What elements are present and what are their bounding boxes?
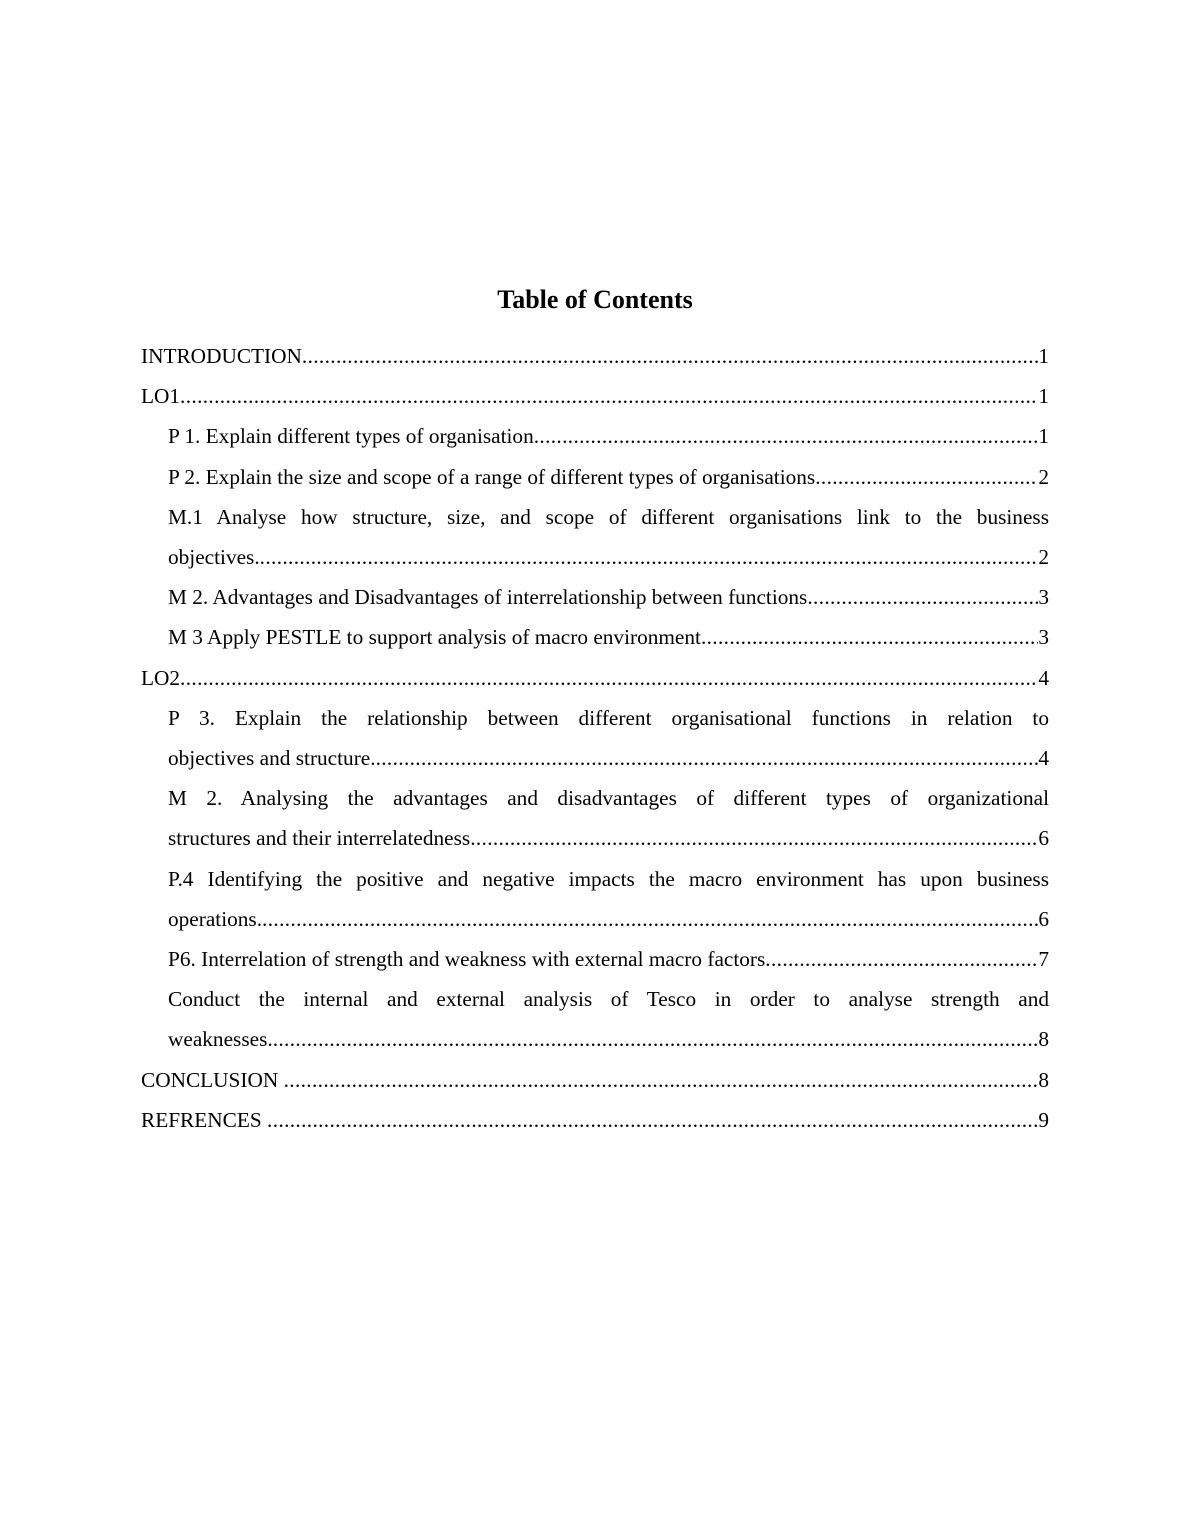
toc-entry-introduction[interactable] [141, 336, 1049, 376]
toc-entry-text: operations. [168, 906, 263, 931]
toc-entry-text: LO2 [141, 665, 181, 690]
toc-leader-dots [180, 658, 1038, 698]
toc-entry-p1[interactable] [141, 416, 1049, 456]
toc-entry-text: CONCLUSION [141, 1067, 284, 1092]
toc-leader-dots [273, 1019, 1039, 1059]
toc-page-number: 3 [1038, 585, 1049, 610]
toc-entry-lo1[interactable] [141, 376, 1049, 416]
toc-leader-dots [262, 899, 1038, 939]
toc-entry-first-line: P.4 Identifying the positive and negative impacts the macro environment has upon business [168, 866, 1049, 891]
toc-entry-text: P6. Interrelation of strength and weakness with external macro factors [168, 947, 766, 972]
table-of-contents [141, 336, 1049, 1140]
toc-entry-text: objectives and structure. [168, 746, 376, 771]
toc-entry-p2[interactable] [141, 457, 1049, 497]
toc-page-number: 6 [1038, 826, 1049, 851]
toc-entry-text: P 2. Explain the size and scope of a range of different types of organisations [168, 464, 816, 489]
toc-entry-first-line: P 3. Explain the relationship between different organisational functions in relation to [168, 705, 1049, 730]
toc-entry-m2-functions[interactable] [141, 577, 1049, 617]
toc-entry-references[interactable] [141, 1100, 1049, 1140]
toc-leader-dots [701, 617, 1038, 657]
toc-entry-text: LO1 [141, 384, 181, 409]
toc-page-number: 2 [1038, 464, 1049, 489]
toc-page-number: 9 [1038, 1107, 1049, 1132]
toc-entry-text: P 1. Explain different types of organisation [168, 424, 534, 449]
toc-entry-p4[interactable] [141, 859, 1049, 939]
toc-entry-tesco-analysis[interactable] [141, 979, 1049, 1059]
toc-entry-first-line: M.1 Analyse how structure, size, and scope of different organisations link to the business [168, 504, 1049, 529]
toc-page-number: 7 [1038, 947, 1049, 972]
toc-leader-dots [376, 738, 1039, 778]
toc-entry-last-line [168, 537, 1049, 577]
toc-leader-dots [815, 457, 1038, 497]
toc-entry-first-line: Conduct the internal and external analysis of Tesco in order to analyse strength and [168, 987, 1049, 1012]
toc-entry-p3[interactable] [141, 698, 1049, 778]
toc-page-number: 1 [1038, 344, 1049, 368]
toc-page-number: 8 [1038, 1027, 1049, 1052]
toc-entry-last-line [168, 818, 1049, 858]
toc-entry-m3[interactable] [141, 617, 1049, 657]
toc-leader-dots [807, 577, 1038, 617]
toc-leader-dots [267, 1100, 1038, 1140]
toc-entry-text: structures and their interrelatedness [168, 826, 471, 851]
toc-page-number: 4 [1038, 665, 1049, 690]
toc-entry-first-line: M 2. Analysing the advantages and disadvantages of different types of organizational [168, 786, 1049, 811]
toc-page-number: 4 [1038, 746, 1049, 771]
toc-entry-text: objectives. [168, 545, 260, 570]
toc-entry-text: INTRODUCTION [141, 344, 302, 368]
toc-page-number: 2 [1038, 545, 1049, 570]
toc-entry-last-line [168, 1019, 1049, 1059]
toc-page-number: 1 [1038, 384, 1049, 409]
toc-entry-m1[interactable] [141, 497, 1049, 577]
toc-entry-text: M 2. Advantages and Disadvantages of interrelationship between functions [168, 585, 808, 610]
toc-entry-text: REFRENCES [141, 1107, 268, 1132]
toc-page-number: 6 [1038, 906, 1049, 931]
toc-entry-lo2[interactable] [141, 658, 1049, 698]
toc-entry-m2-structures[interactable] [141, 778, 1049, 858]
toc-leader-dots [260, 537, 1039, 577]
toc-entry-conclusion[interactable] [141, 1060, 1049, 1100]
toc-entry-text: M 3 Apply PESTLE to support analysis of macro environment [168, 625, 701, 650]
toc-page-number: 3 [1038, 625, 1049, 650]
toc-leader-dots [302, 336, 1038, 376]
toc-entry-p6[interactable] [141, 939, 1049, 979]
toc-leader-dots [470, 818, 1038, 858]
toc-entry-text: weaknesses. [168, 1027, 273, 1052]
toc-entry-last-line [168, 738, 1049, 778]
toc-leader-dots [534, 416, 1039, 456]
toc-leader-dots [180, 376, 1038, 416]
toc-entry-last-line [168, 899, 1049, 939]
toc-page-number: 8 [1038, 1067, 1049, 1092]
toc-leader-dots [765, 939, 1038, 979]
toc-page-number: 1 [1038, 424, 1049, 449]
toc-title: Table of Contents [497, 285, 693, 314]
toc-leader-dots [284, 1060, 1039, 1100]
